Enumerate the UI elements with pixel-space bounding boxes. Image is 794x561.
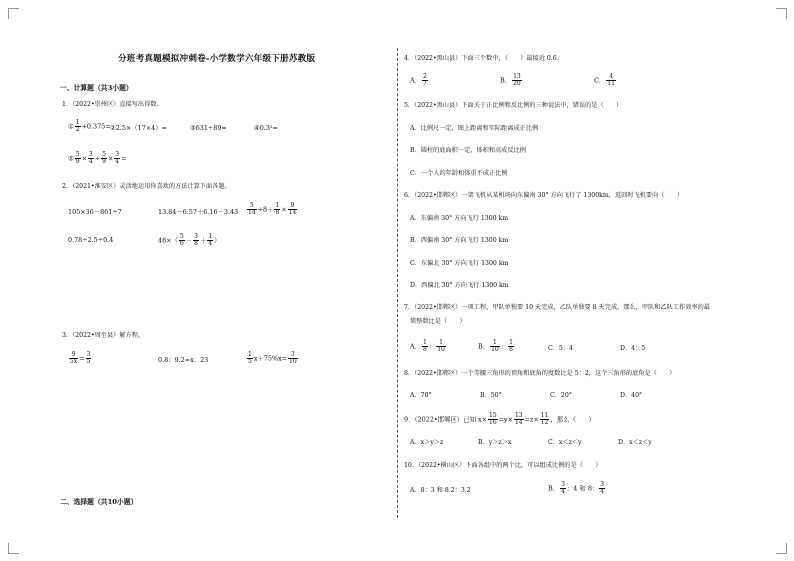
q2-item-d: 0.78÷2.5÷0.4 — [68, 236, 114, 244]
question-4-stem: 4．（2022•黑山县）下面三个数中，（ ）最接近 0.6。 — [404, 55, 563, 62]
q8-option-b: B．50° — [480, 392, 502, 399]
q9-option-c: C．x＜z＜y — [548, 439, 582, 446]
q6-option-a: A．东偏南 30° 方向飞行 1300 km — [410, 215, 509, 222]
q5-option-a: A．比例尺一定，图上距离和实际距离成正比例 — [410, 125, 539, 132]
q1-item-a-label: ① — [68, 122, 74, 131]
question-7-stem: 7．（2022•邯郸区）一项工程，甲队单独要 10 天完成，乙队单独要 8 天完成，那么，甲队和乙队工作效率的最 — [404, 304, 710, 311]
q3-item-c: $\frac{1}{5}$ x＋75%x= $\frac{3}{10}$ — [248, 351, 297, 365]
q3-item-b: 0.8：9.2=x：23 — [158, 356, 209, 364]
question-1-stem: 1．（2022•崇州区）直接写出得数。 — [62, 101, 163, 108]
q2-item-b: 13.84－6.57＋6.16－3.43 — [158, 208, 239, 216]
question-7-stem-cont: 简整数比是（ ） — [410, 318, 466, 325]
q8-option-a: A．70° — [410, 392, 432, 399]
q6-option-b: B．西偏南 30° 方向飞行 1300 km — [410, 237, 509, 244]
q9-option-a: A．x＞y＞z — [410, 439, 444, 446]
question-2-stem: 2．（2021•淮安区）灵活地运用你喜欢的方法计算下面各题。 — [62, 183, 231, 190]
question-1-row-2: ⑤ $\frac{5}{9}$ × $\frac{3}{4}$ ÷ $\frac{5}{9}$ × $\frac{3}{4}$ = — [68, 151, 127, 165]
q2-item-a: 105×36－861÷7 — [68, 208, 122, 216]
q1-item-d: ④0.3²= — [254, 124, 278, 132]
question-10-stem: 10．（2022•横山区）下面各组中的两个比，可以组成比例的是（ ） — [404, 462, 602, 469]
question-6-stem: 6．（2022•邯郸区）一架飞机从某机场向东偏南 30° 方向飞行了 1300km，返回时飞机要向（ ） — [404, 192, 684, 199]
section-heading-choice: 二、选择题（共10小题） — [60, 498, 138, 506]
q2-item-e: 48×（ $\frac{5}{6}$ － $\frac{3}{8}$ ＋ $\frac{1}{4}$ ） — [158, 233, 221, 247]
q8-option-c: C．20° — [550, 392, 572, 399]
q4-option-a: A． $\frac{2}{7}$ — [410, 73, 427, 87]
question-1-row-1: ① $\frac{1}{2}$ +0.375= — [68, 119, 111, 133]
column-divider — [397, 48, 398, 518]
question-3-stem: 3．（2022•周至县）解方程。 — [62, 332, 145, 339]
q5-option-c: C．一个人的年龄和体重不成正比例 — [410, 170, 508, 177]
q4-option-b: B． $\frac{13}{20}$ — [500, 73, 521, 87]
q9-option-d: D．x＜z＜y — [618, 439, 652, 446]
q7-option-b: B． $\frac{1}{10}$ ： $\frac{1}{8}$ — [478, 339, 513, 353]
section-heading-calc: 一、计算题（共3小题） — [60, 84, 133, 92]
q5-option-b: B．圆柱的底面积一定，体积和高成反比例 — [410, 147, 526, 154]
q7-option-d: D．4：5 — [620, 345, 646, 352]
q3-item-a: $\frac{9}{5x}$ = $\frac{3}{5}$ — [70, 351, 91, 365]
q6-option-d: D．西偏北 30° 方向飞行 1300 km — [410, 282, 509, 289]
q1-item-b: ②2.5×（17×4）= — [110, 124, 167, 132]
q10-option-b: B． $\frac{3}{4}$ ：4 和 8： $\frac{3}{4}$ — [548, 481, 605, 495]
question-8-stem: 8．（2022•邯郸区）一个等腰三角形的顶角和底角的度数比是 5：2，这个三角形的底角是（ ） — [404, 370, 676, 377]
q10-option-a: A．8：3 和 8.2：3.2 — [410, 487, 471, 494]
q2-item-c: $\frac{5}{14}$ ÷8＋ $\frac{1}{8}$ × $\frac{9}{14}$ — [248, 202, 297, 216]
q4-option-c: C． $\frac{4}{11}$ — [594, 73, 615, 87]
page-title: 分班考真题模拟冲刺卷-小学数学六年级下册苏教版 — [118, 54, 316, 64]
q8-option-d: D．40° — [620, 392, 643, 399]
q7-option-c: C．5：4 — [548, 345, 573, 352]
question-5-stem: 5．（2022•黑山县）下面关于正比例和反比例的三种说法中，错误的是（ ） — [404, 102, 623, 109]
q9-option-b: B．y＞z＞x — [478, 439, 512, 446]
question-9-stem: 9．（2022•邯郸区）已知 x× $\frac{15}{16}$ =y× $\frac{13}{14}$ =z× $\frac{11}{12}$ ，那么（ ） — [404, 412, 596, 426]
q7-option-a: A． $\frac{1}{8}$ ： $\frac{1}{10}$ — [410, 339, 445, 353]
q1-fraction-half: $\frac{1}{2}$ — [75, 119, 80, 133]
q6-option-c: C．东偏北 30° 方向飞行 1300 km — [410, 260, 509, 267]
q1-item-c: ③631÷89≈ — [190, 124, 227, 132]
